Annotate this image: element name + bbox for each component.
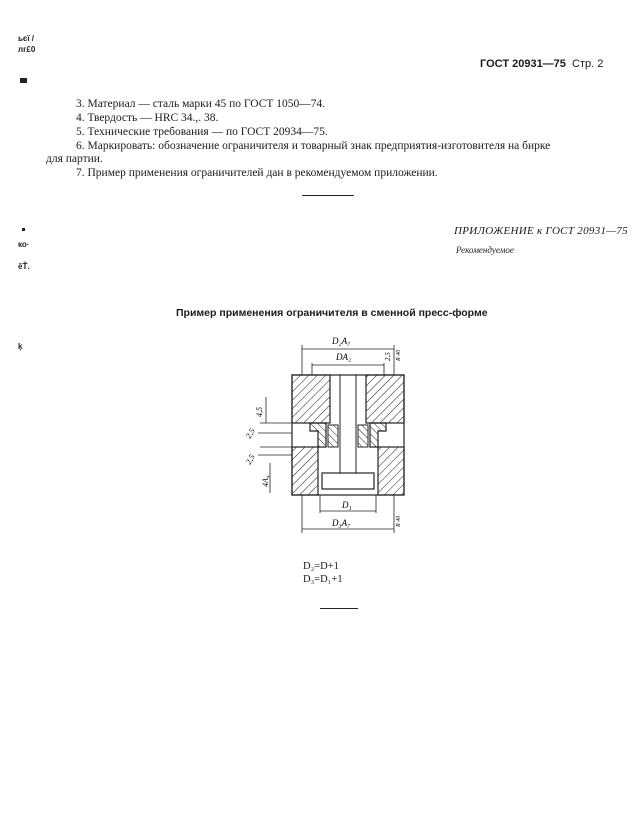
item-material: 3. Материал — сталь марки 45 по ГОСТ 1050—74. xyxy=(76,98,326,110)
dim-label-bottom: D₃A₇ xyxy=(332,518,351,528)
margin-dot xyxy=(22,228,25,231)
dim-label-left-mid2: 2,5 xyxy=(243,452,257,466)
margin-dash xyxy=(20,78,27,83)
item-marking-cont: для партии. xyxy=(46,153,103,165)
die-body xyxy=(292,375,404,495)
margin-mark: ко· xyxy=(18,240,30,249)
margin-mark: лг£0 xyxy=(18,45,36,54)
appendix-subtitle: Рекомендуемое xyxy=(456,245,514,255)
item-marking: 6. Маркировать: обозначение ограничителя и товарный знак предприятия-изготовителя на бирке xyxy=(76,140,551,152)
dim-label-bottom-tol: R 40 xyxy=(396,515,402,527)
dim-label-bottom-inner: D₁ xyxy=(342,500,352,510)
dim-label-inner: DA₂ xyxy=(336,352,352,362)
appendix-title: ПРИЛОЖЕНИЕ к ГОСТ 20931—75 xyxy=(454,225,628,237)
item-example: 7. Пример применения ограничителей дан в рекомендуемом приложении. xyxy=(76,167,438,179)
dim-label-left-lower: 4A₄ xyxy=(261,475,270,487)
dim-label-left-upper: 4,5 xyxy=(255,407,264,417)
page-header xyxy=(480,58,603,70)
margin-mark: ķ xyxy=(18,342,23,351)
end-divider xyxy=(320,608,358,609)
press-form-drawing xyxy=(240,325,420,540)
margin-mark: ĕŤ. xyxy=(18,262,30,271)
section-divider xyxy=(302,195,354,196)
dim-label-left-mid1: 2,5 xyxy=(243,426,257,440)
dim-label-top-right-tol: R 40 xyxy=(396,349,402,361)
formula-d2: D₂=D+1 xyxy=(303,561,339,572)
margin-mark: ьєї / xyxy=(18,34,35,43)
item-hardness: 4. Твердость — HRC 34.,. 38. xyxy=(76,112,219,124)
dim-label-top: D₂A₇ xyxy=(332,336,351,346)
figure-title: Пример применения ограничителя в сменной пресс-форме xyxy=(176,307,488,319)
dim-label-top-right: 2,5 xyxy=(384,352,392,361)
formula-d3: D₃=D₁+1 xyxy=(303,574,343,585)
item-requirements: 5. Технические требования — по ГОСТ 20934—75. xyxy=(76,126,328,138)
standard-number: ГОСТ 20931—75 xyxy=(480,58,566,70)
page-number: Стр. 2 xyxy=(572,58,604,70)
